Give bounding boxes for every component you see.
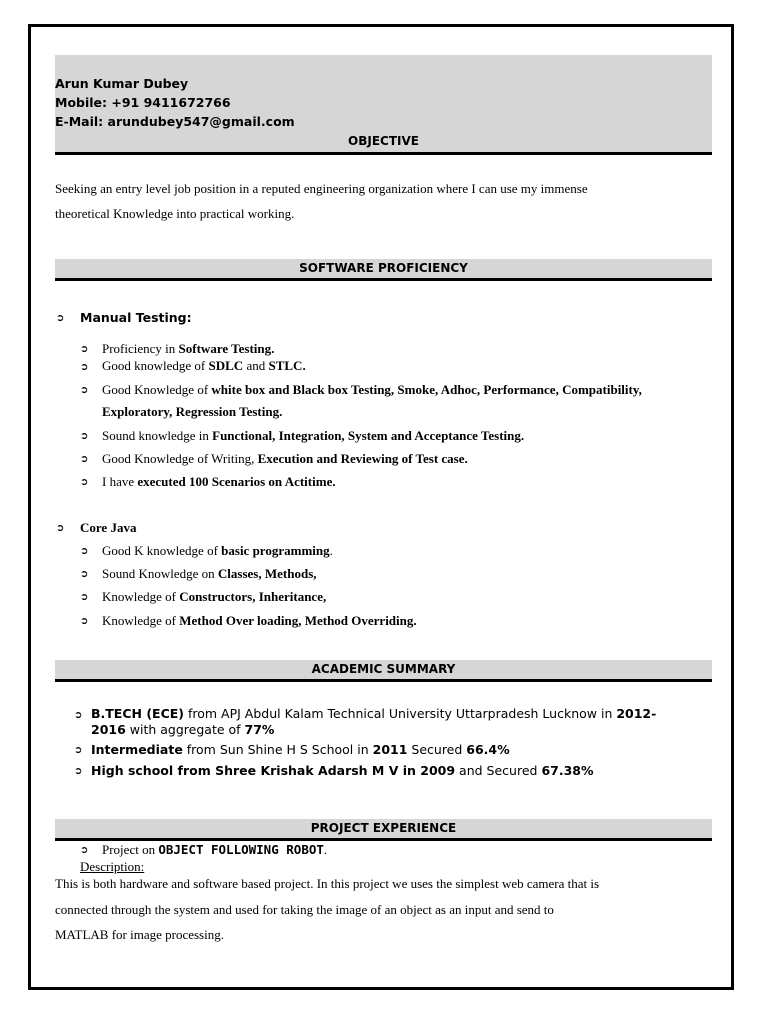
- high-school-line: High school from Shree Krishak Adarsh M V in 2009 and Secured 67.38%: [91, 763, 594, 778]
- bullet-icon: ➲: [56, 523, 65, 534]
- objective-line-2: theoretical Knowledge into practical working.: [55, 206, 295, 221]
- java-item: Sound Knowledge on Classes, Methods,: [102, 566, 317, 581]
- candidate-name: Arun Kumar Dubey: [55, 76, 189, 91]
- bullet-icon: ➲: [80, 344, 89, 355]
- manual-item: Good Knowledge of Writing, Execution and Reviewing of Test case.: [102, 451, 468, 466]
- project-item: Project on OBJECT FOLLOWING ROBOT.: [102, 842, 328, 857]
- btech-line-1: B.TECH (ECE) from APJ Abdul Kalam Technical University Uttarpradesh Lucknow in 2012-: [91, 706, 657, 721]
- bullet-icon: ➲: [74, 766, 83, 777]
- objective-heading: OBJECTIVE: [348, 134, 419, 148]
- bullet-icon: ➲: [56, 313, 65, 324]
- project-heading: PROJECT EXPERIENCE: [310, 821, 457, 835]
- description-line-3: MATLAB for image processing.: [55, 927, 224, 942]
- bullet-icon: ➲: [80, 431, 89, 442]
- java-item: Knowledge of Method Over loading, Method Overriding.: [102, 613, 417, 628]
- bullet-icon: ➲: [80, 569, 89, 580]
- bullet-icon: ➲: [80, 477, 89, 488]
- mobile-line: Mobile: +91 9411672766: [55, 95, 231, 110]
- manual-testing-heading: Manual Testing:: [80, 310, 192, 325]
- description-line-1: This is both hardware and software based project. In this project we uses the simplest web camera that is: [55, 876, 600, 891]
- bullet-icon: ➲: [80, 546, 89, 557]
- manual-item: Proficiency in Software Testing.: [102, 341, 275, 356]
- manual-item: Good Knowledge of white box and Black box Testing, Smoke, Adhoc, Performance, Compatibility,: [102, 382, 642, 397]
- bullet-icon: ➲: [80, 362, 89, 373]
- software-heading: SOFTWARE PROFICIENCY: [299, 261, 468, 275]
- intermediate-line: Intermediate from Sun Shine H S School in 2011 Secured 66.4%: [91, 742, 510, 757]
- bullet-icon: ➲: [80, 845, 89, 856]
- bullet-icon: ➲: [74, 710, 83, 721]
- email-line: E-Mail: arundubey547@gmail.com: [55, 114, 295, 129]
- manual-item: Sound knowledge in Functional, Integration, System and Acceptance Testing.: [102, 428, 525, 443]
- objective-line-1: Seeking an entry level job position in a reputed engineering organization where I can use my immense: [55, 181, 588, 196]
- description-line-2: connected through the system and used for taking the image of an object as an input and send to: [55, 902, 554, 917]
- bullet-icon: ➲: [80, 616, 89, 627]
- core-java-heading: Core Java: [80, 520, 137, 535]
- description-label: Description:: [80, 859, 145, 874]
- java-item: Knowledge of Constructors, Inheritance,: [102, 589, 327, 604]
- btech-line-2: 2016 with aggregate of 77%: [91, 722, 275, 737]
- java-item: Good K knowledge of basic programming.: [102, 543, 333, 558]
- manual-item-continued: Exploratory, Regression Testing.: [102, 404, 283, 419]
- bullet-icon: ➲: [80, 454, 89, 465]
- bullet-icon: ➲: [80, 592, 89, 603]
- manual-item: Good knowledge of SDLC and STLC.: [102, 358, 306, 373]
- academic-heading: ACADEMIC SUMMARY: [311, 662, 456, 676]
- bullet-icon: ➲: [80, 385, 89, 396]
- bullet-icon: ➲: [74, 745, 83, 756]
- manual-item: I have executed 100 Scenarios on Actitime.: [102, 474, 336, 489]
